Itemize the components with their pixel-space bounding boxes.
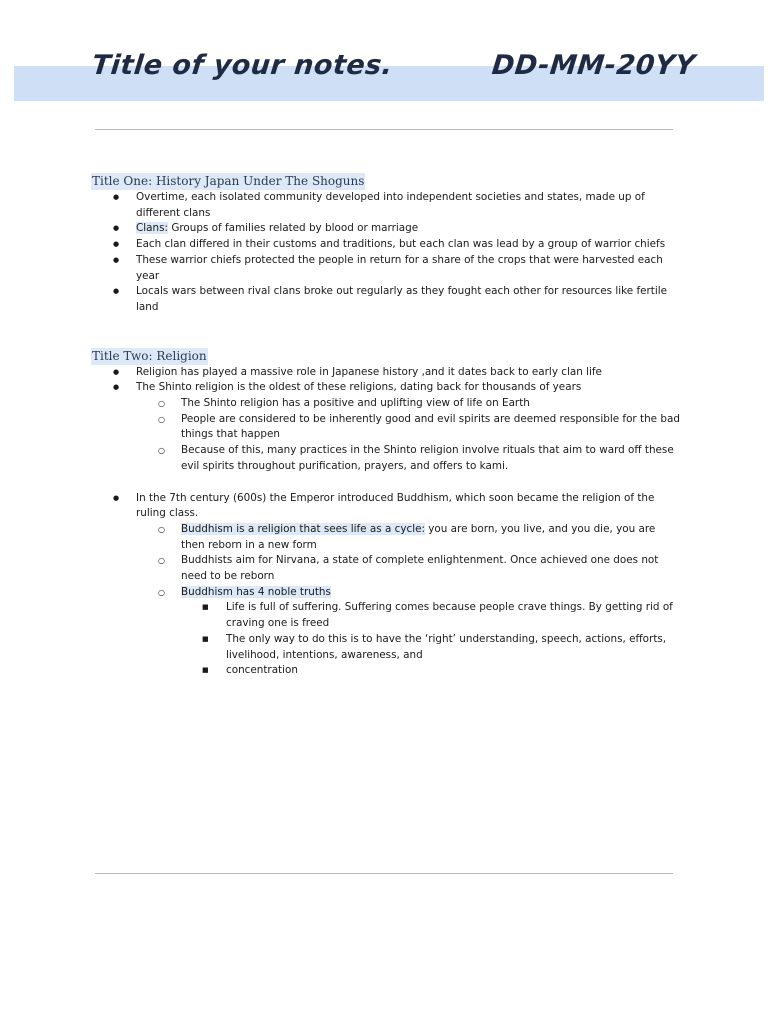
highlighted-term: Clans: xyxy=(136,222,169,235)
list-item: ■ Life is full of suffering. Suffering comes because people crave things. By getting rid of craving one is freed xyxy=(181,600,681,631)
highlighted-term: Buddhism has 4 noble truths xyxy=(181,585,331,598)
section-heading-history: Title One: History Japan Under The Shoguns xyxy=(92,174,365,188)
history-bullet-list xyxy=(91,190,681,316)
notes-body xyxy=(91,170,681,679)
list-item: ● In the 7th century (600s) the Emperor introduced Buddhism, which soon became the religion of the ruling class. ○ Buddhism is a religion that sees life as a cycle: you are born, you live, and you die, you are then reborn in a new form ○ Buddhists aim for Nirvana, a state of complete enlightenment. Once achieved one does not need to be reborn ○ Buddhism has 4 noble truths ■ Life is full of suffering. Suffering comes because people crave things. By getting rid of craving one is freed ■ The only way to do this is to have the ‘right’ understanding, speech, actions, efforts, livelihood, intentions, awareness, and ■ concentration xyxy=(91,491,681,679)
bottom-divider xyxy=(95,873,673,874)
list-item: ○ Because of this, many practices in the Shinto religion involve rituals that aim to ward off these evil spirits throughout purification, prayers, and offers to kami. xyxy=(136,443,681,474)
list-item: ■ The only way to do this is to have the ‘right’ understanding, speech, actions, efforts, livelihood, intentions, awareness, and xyxy=(181,632,681,663)
highlighted-term: Buddhism is a religion that sees life as a cycle: xyxy=(181,522,425,535)
list-item xyxy=(136,585,681,679)
note-title: Title of your notes. xyxy=(90,50,395,81)
list-item: ○ Buddhists aim for Nirvana, a state of complete enlightenment. Once achieved one does not need to be reborn xyxy=(136,553,681,584)
list-item: ● Clans: Groups of families related by blood or marriage xyxy=(91,221,681,237)
section-heading-religion: Title Two: Religion xyxy=(92,348,207,363)
list-item: ● These warrior chiefs protected the people in return for a share of the crops that were harvested each year xyxy=(91,253,681,284)
note-date: DD-MM-20YY xyxy=(490,50,697,81)
list-item: ○ The Shinto religion has a positive and uplifting view of life on Earth xyxy=(136,396,681,412)
list-item: ● Overtime, each isolated community developed into independent societies and states, made up of different clans xyxy=(91,190,681,221)
religion-bullet-list xyxy=(91,365,681,679)
buddhism-sub-list xyxy=(136,522,681,679)
list-item: ● The Shinto religion is the oldest of these religions, dating back for thousands of years ○ The Shinto religion has a positive and uplifting view of life on Earth ○ People are considered to be inherently good and evil spirits are deemed responsible for the bad things that happen ○ Because of this, many practices in the Shinto religion involve rituals that aim to ward off these evil spirits throughout purification, prayers, and offers to kami. xyxy=(91,380,681,474)
list-item: ● Religion has played a massive role in Japanese history ,and it dates back to early clan life xyxy=(91,365,681,381)
list-item: ○ Buddhism is a religion that sees life as a cycle: you are born, you live, and you die, you are then reborn in a new form xyxy=(136,522,681,553)
list-item: ● Locals wars between rival clans broke out regularly as they fought each other for resources like fertile land xyxy=(91,284,681,315)
list-item: ● Each clan differed in their customs and traditions, but each clan was lead by a group of warrior chiefs xyxy=(91,237,681,253)
top-divider xyxy=(95,129,673,130)
noble-truths-list xyxy=(181,600,681,679)
list-item: ■ concentration xyxy=(181,663,681,679)
list-item: ○ People are considered to be inherently good and evil spirits are deemed responsible for the bad things that happen xyxy=(136,412,681,443)
shinto-sub-list xyxy=(136,396,681,475)
